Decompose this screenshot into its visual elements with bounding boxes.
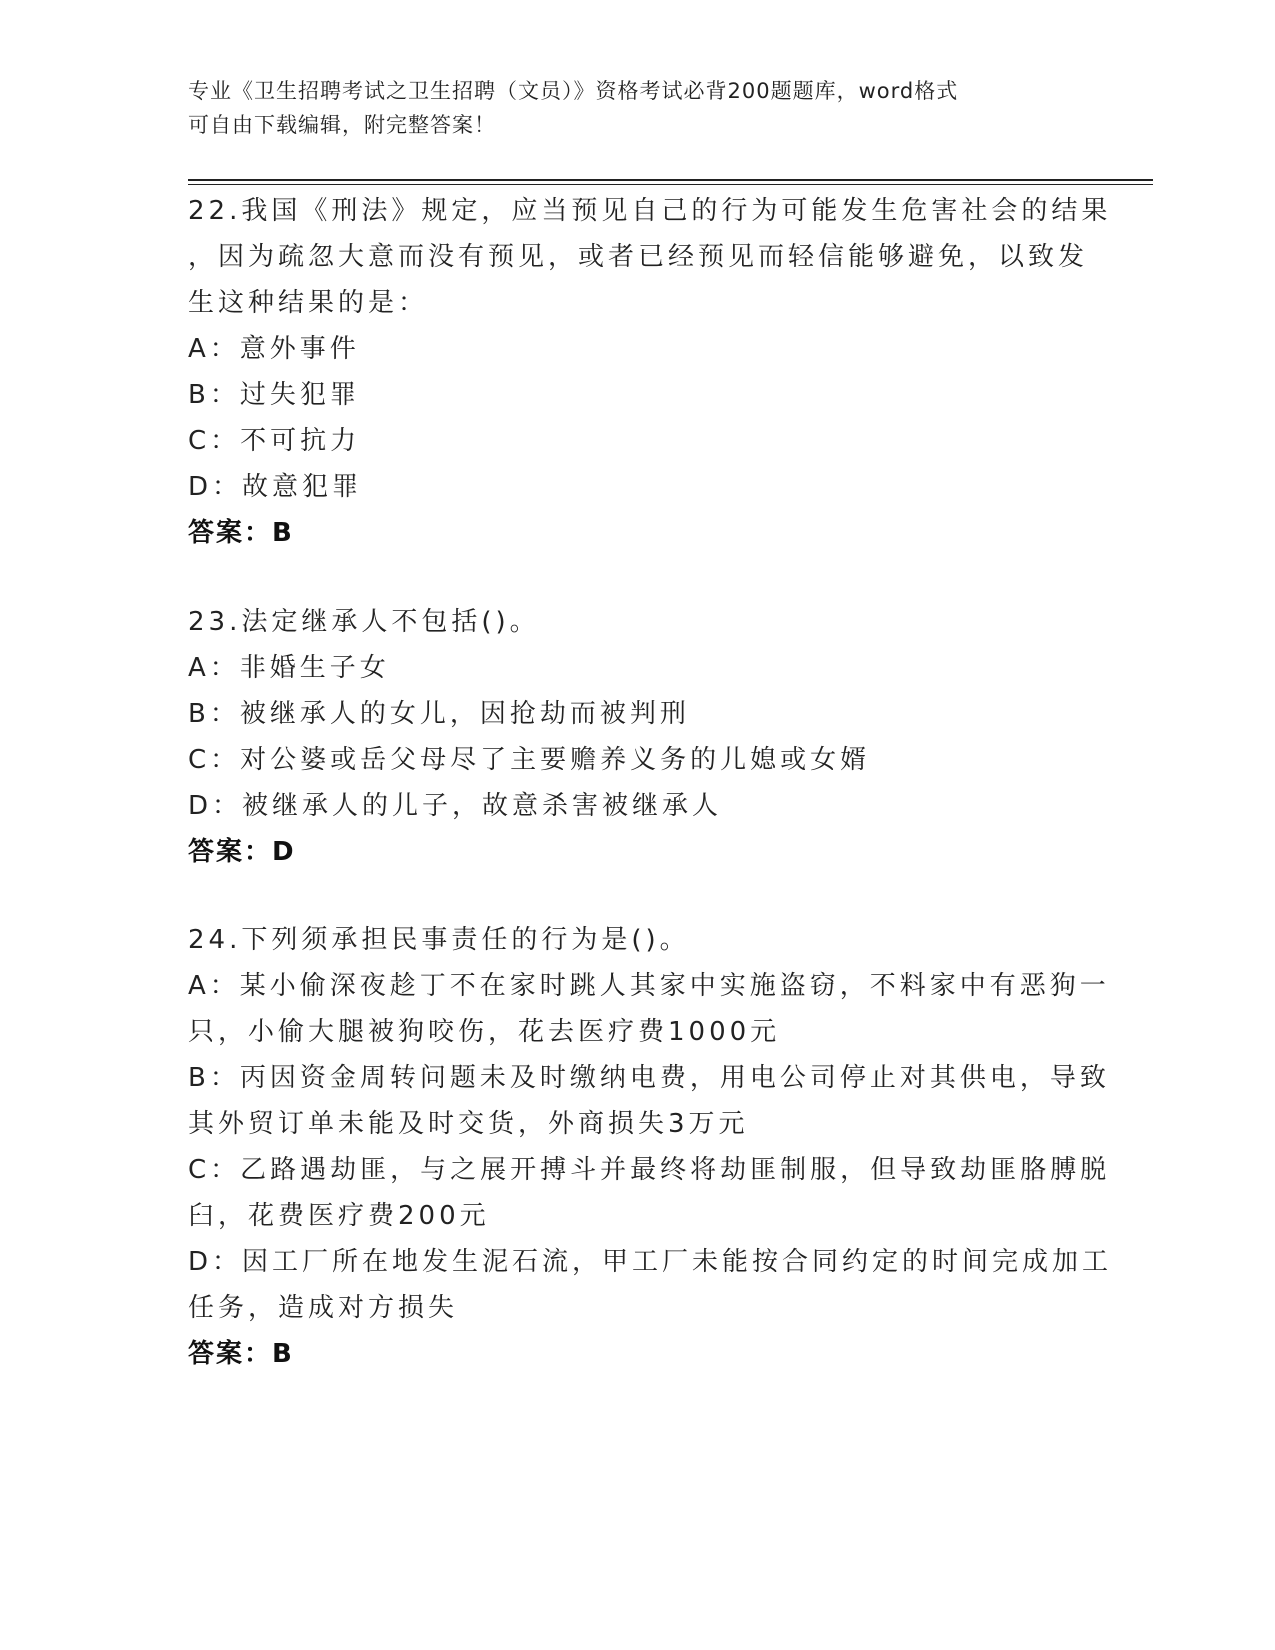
question-stem: 22.我国《刑法》规定，应当预见自己的行为可能发生危害社会的结果 bbox=[188, 196, 1112, 226]
header-divider-thin bbox=[188, 184, 1153, 185]
header-line: 可自由下载编辑，附完整答案！ bbox=[188, 113, 496, 137]
question-block bbox=[188, 188, 1112, 556]
option-c-cont: 臼，花费医疗费200元 bbox=[188, 1201, 490, 1231]
option-a: A：非婚生子女 bbox=[188, 653, 390, 683]
option-c: C：乙路遇劫匪，与之展开搏斗并最终将劫匪制服，但导致劫匪胳膊脱 bbox=[188, 1155, 1111, 1185]
header-line: 专业《卫生招聘考试之卫生招聘（文员）》资格考试必背200题题库，word格式 bbox=[188, 79, 959, 103]
option-b: B：过失犯罪 bbox=[188, 380, 360, 410]
option-c: C：不可抗力 bbox=[188, 426, 361, 456]
option-d: D：故意犯罪 bbox=[188, 472, 363, 502]
question-stem: 24.下列须承担民事责任的行为是()。 bbox=[188, 925, 690, 955]
question-stem: 23.法定继承人不包括()。 bbox=[188, 607, 540, 637]
document-header bbox=[188, 74, 1078, 142]
option-b: B：丙因资金周转问题未及时缴纳电费，用电公司停止对其供电，导致 bbox=[188, 1063, 1110, 1093]
question-block bbox=[188, 599, 1088, 875]
question-block bbox=[188, 917, 1113, 1377]
option-b: B：被继承人的女儿，因抢劫而被判刑 bbox=[188, 699, 690, 729]
question-stem: 生这种结果的是： bbox=[188, 288, 429, 318]
answer-label: 答案：B bbox=[188, 518, 294, 548]
option-d: D：被继承人的儿子，故意杀害被继承人 bbox=[188, 791, 723, 821]
question-stem: ，因为疏忽大意而没有预见，或者已经预见而轻信能够避免，以致发 bbox=[188, 242, 1089, 272]
answer-label: 答案：D bbox=[188, 837, 296, 867]
option-a: A：意外事件 bbox=[188, 334, 360, 364]
answer-label: 答案：B bbox=[188, 1339, 294, 1369]
option-c: C：对公婆或岳父母尽了主要赡养义务的儿媳或女婿 bbox=[188, 745, 871, 775]
option-d-cont: 任务，造成对方损失 bbox=[188, 1293, 459, 1323]
option-a-cont: 只，小偷大腿被狗咬伤，花去医疗费1000元 bbox=[188, 1017, 781, 1047]
option-a: A：某小偷深夜趁丁不在家时跳人其家中实施盗窃，不料家中有恶狗一 bbox=[188, 971, 1110, 1001]
header-divider bbox=[188, 179, 1153, 181]
option-d: D：因工厂所在地发生泥石流，甲工厂未能按合同约定的时间完成加工 bbox=[188, 1247, 1113, 1277]
option-b-cont: 其外贸订单未能及时交货，外商损失3万元 bbox=[188, 1109, 749, 1139]
